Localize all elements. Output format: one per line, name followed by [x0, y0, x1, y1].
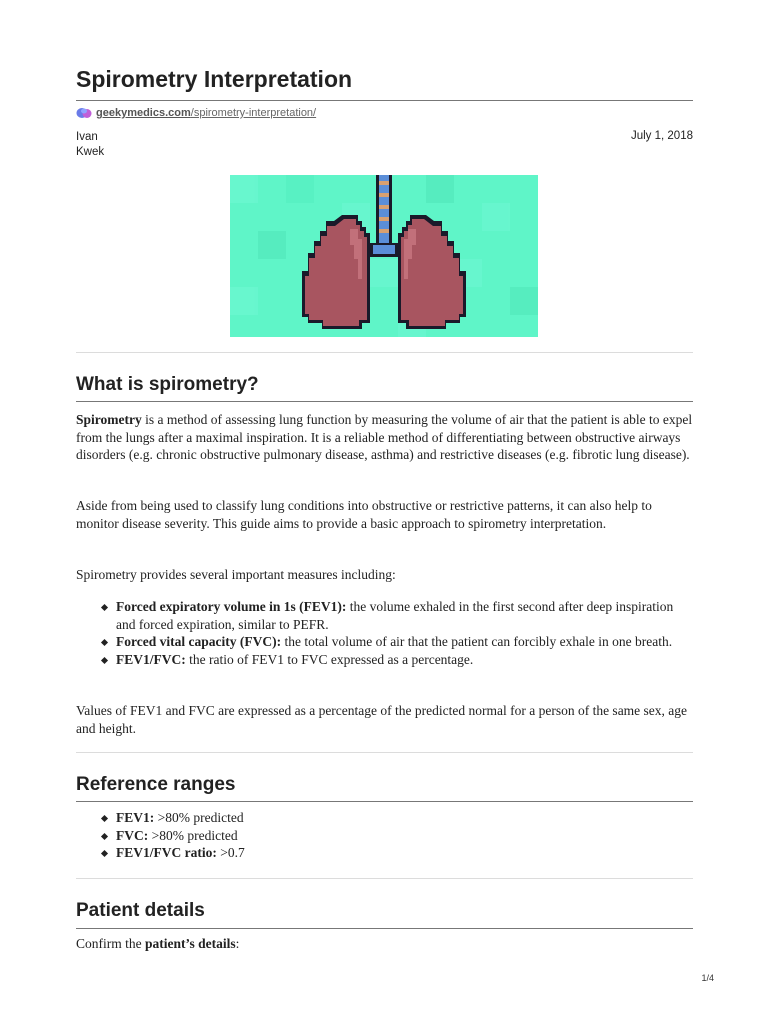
- section-heading-reference-ranges: Reference ranges: [76, 774, 236, 795]
- list-item-term: FVC:: [116, 827, 149, 843]
- list-item-term: Forced expiratory volume in 1s (FEV1):: [116, 599, 347, 614]
- section-heading-patient-details: Patient details: [76, 900, 205, 921]
- author: [76, 130, 136, 160]
- section-divider: [76, 752, 693, 753]
- list-item: [100, 651, 693, 669]
- document-page: [76, 0, 693, 1024]
- list-item-text: >80% predicted: [148, 827, 238, 843]
- list-item: [100, 598, 693, 633]
- term-patient-details: patient’s details: [145, 936, 236, 951]
- section-divider: [76, 878, 693, 879]
- list-item-term: FEV1/FVC:: [116, 651, 186, 667]
- source-path[interactable]: /spirometry-interpretation/: [190, 107, 317, 119]
- list-item: [100, 844, 693, 862]
- paragraph-patient-details: [76, 935, 693, 953]
- reference-ranges-list: [100, 809, 693, 862]
- paragraph-patient-details-post: :: [235, 936, 240, 951]
- paragraph-values: Values of FEV1 and FVC are expressed as a percentage of the predicted normal for a person of the same sex, age and height.: [76, 703, 688, 736]
- list-item-term: FEV1/FVC ratio:: [116, 845, 217, 860]
- publish-date: July 1, 2018: [630, 130, 693, 142]
- list-item-text: the ratio of FEV1 to FVC expressed as a percentage.: [185, 651, 474, 667]
- source-link[interactable]: [76, 107, 316, 119]
- title-divider: [76, 100, 693, 101]
- list-item-text: >0.7: [216, 845, 245, 860]
- brain-logo-icon: [76, 107, 92, 119]
- list-item-text: >80% predicted: [154, 810, 244, 825]
- page-number: 1/4: [701, 973, 714, 983]
- paragraph-intro-text: is a method of assessing lung function by measuring the volume of air that the patient is able to expel from the lungs after a maximal inspiration. It is a reliable method of differentiating between obstructive airways disorders (e.g. chronic obstructive pulmonary disease, asthma) and restrictive diseases (e.g. fibrotic lung disease).: [76, 412, 693, 462]
- list-item-term: FEV1:: [116, 810, 155, 825]
- term-spirometry: Spirometry: [76, 412, 142, 427]
- paragraph-uses: Aside from being used to classify lung conditions into obstructive or restrictive patterns, it can also help to monitor disease severity. This guide aims to provide a basic approach to spirometry interpretation.: [76, 498, 652, 531]
- section-divider: [76, 352, 693, 353]
- source-domain[interactable]: geekymedics.com: [96, 107, 191, 119]
- heading-underline: [76, 801, 693, 802]
- author-first-name: Ivan: [76, 131, 98, 143]
- list-item-text: the total volume of air that the patient can forcibly exhale in one breath.: [281, 634, 673, 649]
- list-item: [100, 809, 693, 827]
- author-last-name: Kwek: [76, 146, 105, 158]
- list-item: [100, 633, 693, 651]
- page-title: Spirometry Interpretation: [76, 66, 353, 92]
- section-heading-what-is-spirometry: What is spirometry?: [76, 374, 259, 395]
- paragraph-intro: [76, 411, 693, 464]
- heading-underline: [76, 401, 693, 402]
- heading-underline: [76, 928, 693, 929]
- list-item: [100, 827, 693, 845]
- measures-list: [100, 598, 693, 668]
- paragraph-measures-intro: Spirometry provides several important measures including:: [76, 567, 396, 582]
- paragraph-patient-details-pre: Confirm the: [76, 936, 145, 951]
- pixel-lungs-icon: [230, 175, 538, 337]
- list-item-text: the volume exhaled in the first second after deep inspiration and forced expiration, similar to PEFR.: [116, 599, 674, 632]
- list-item-term: Forced vital capacity (FVC):: [116, 634, 282, 649]
